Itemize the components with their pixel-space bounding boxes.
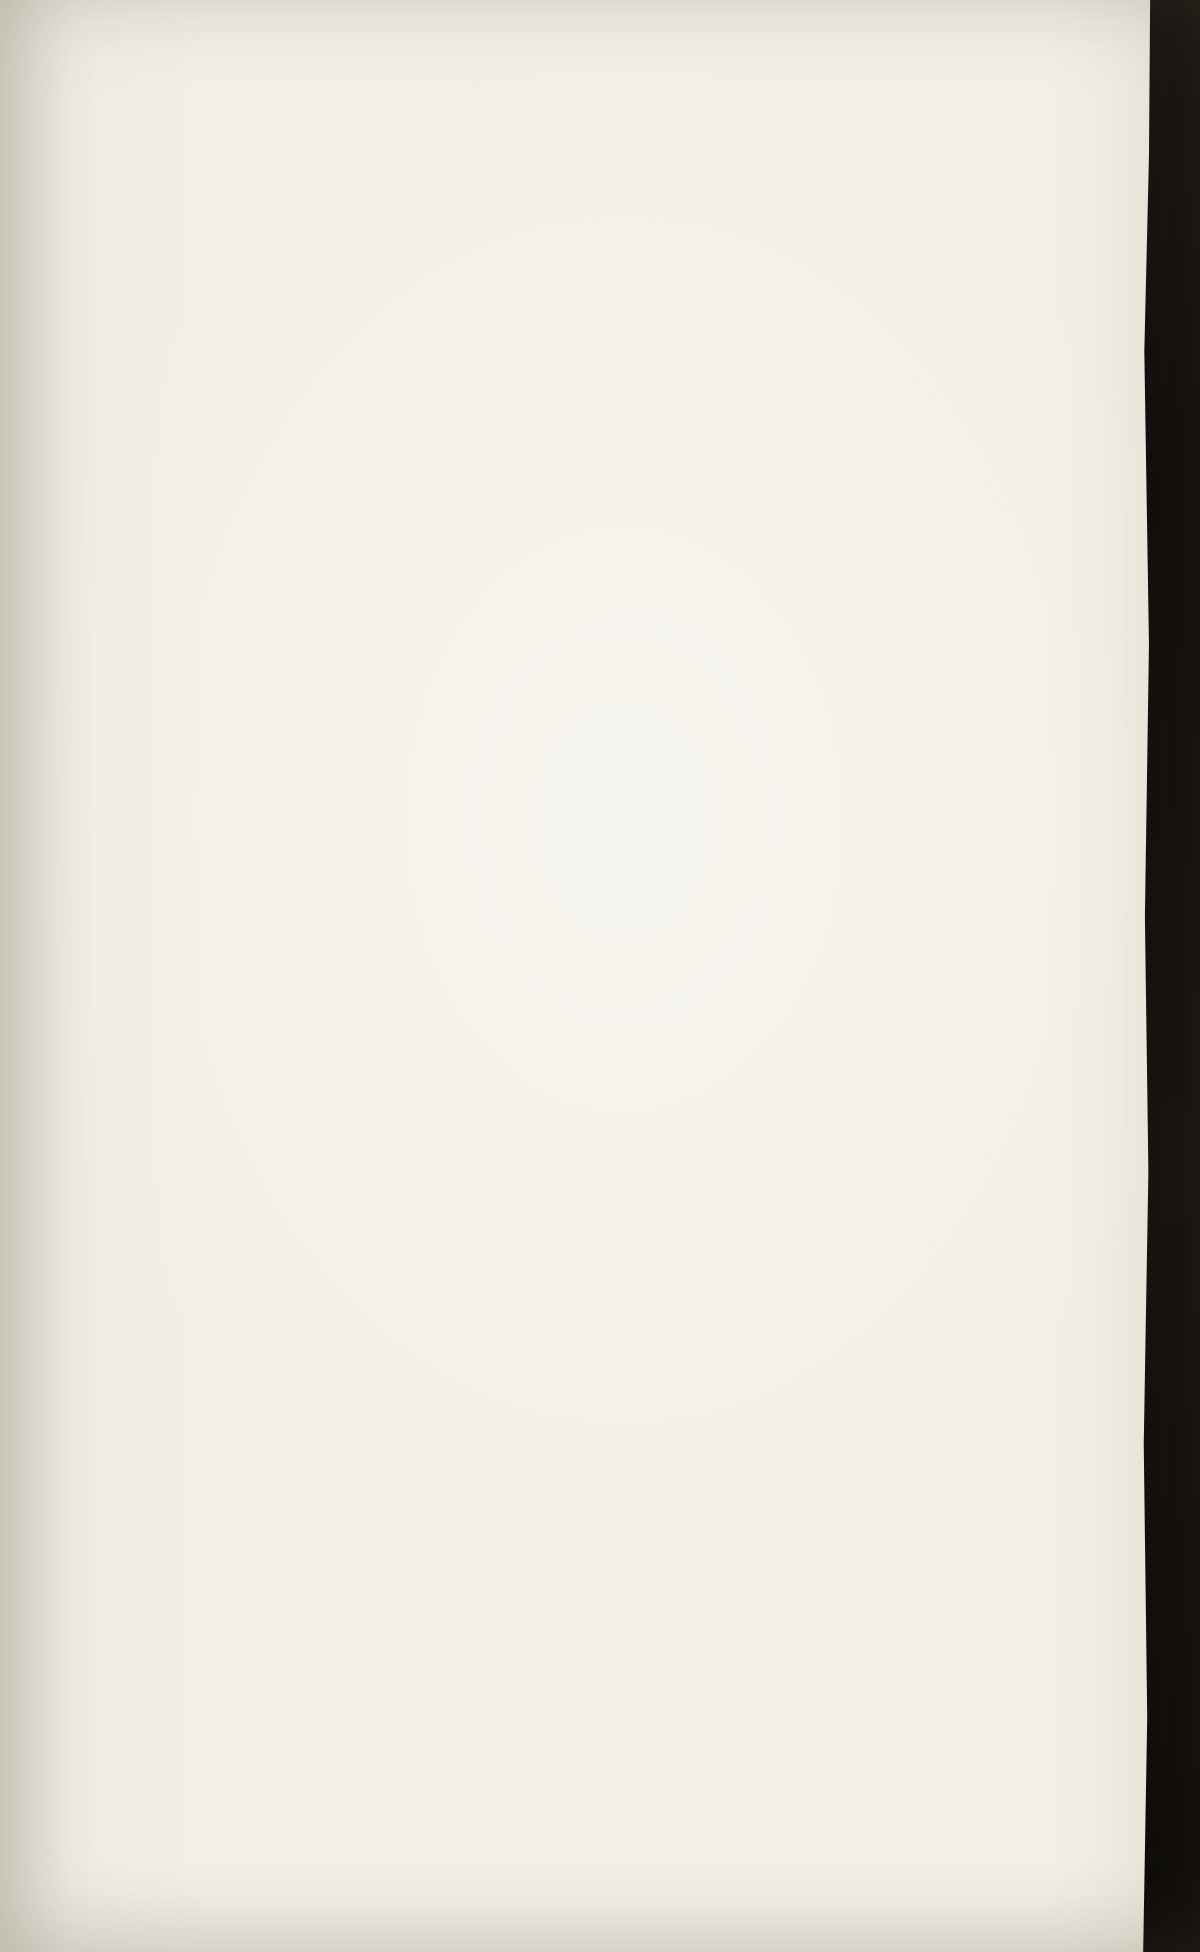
scan-edge-black-band <box>1142 0 1200 1952</box>
